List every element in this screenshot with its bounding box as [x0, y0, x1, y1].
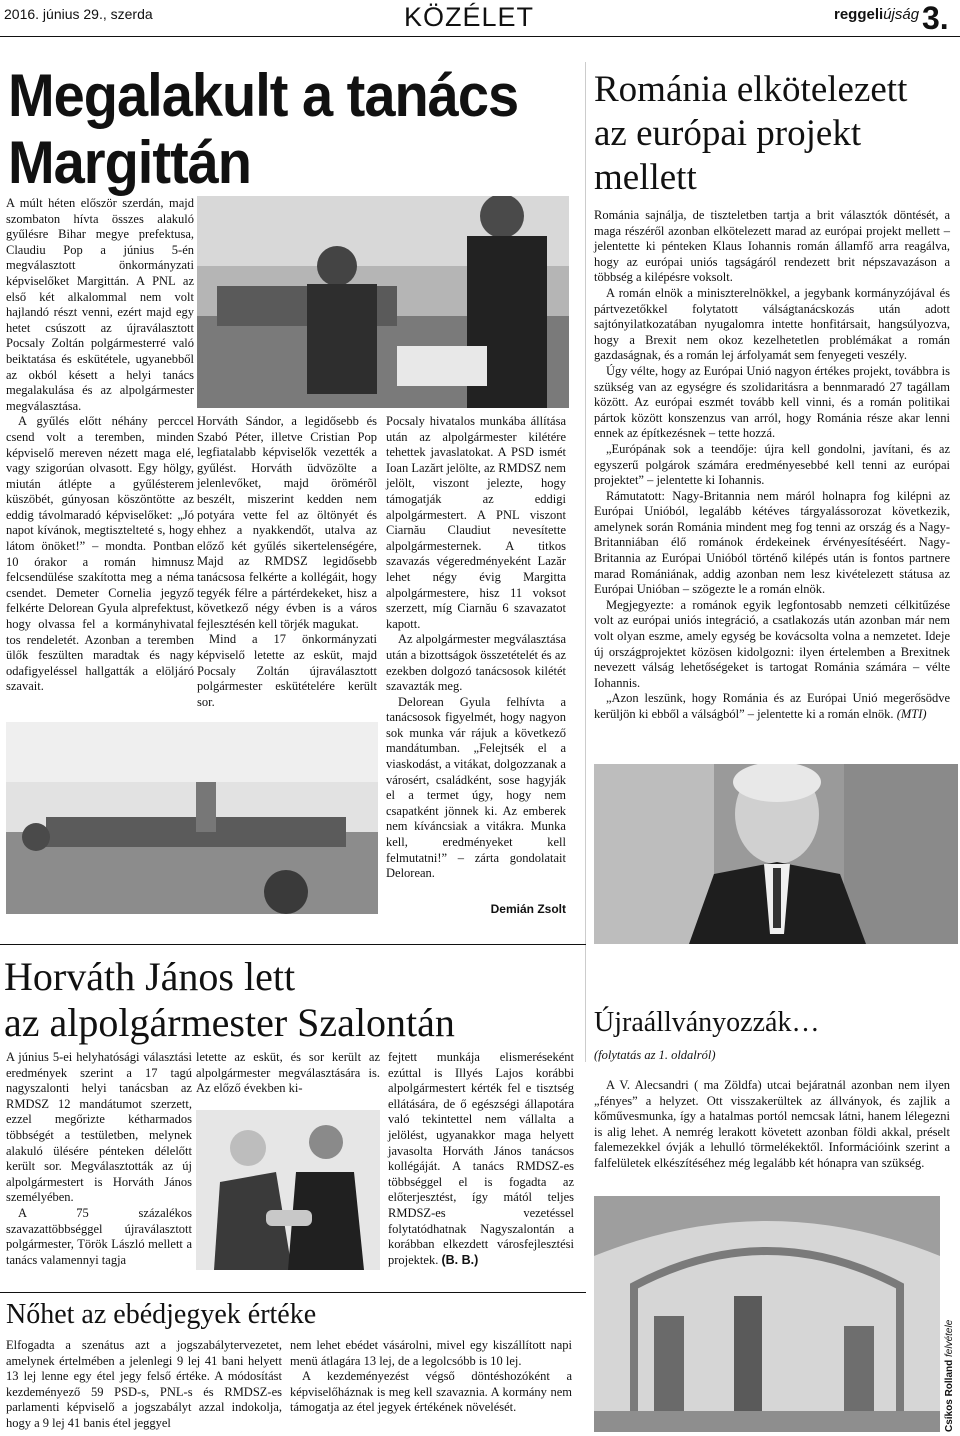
- paragraph: Pocsaly hivatalos munkába állítása után az alpolgármester kilétére tehettek javaslatokat. A PSD ismét Ioan Lazărt jelölte, az RMDSZ nem jelölt, viszont jelezte, hogy támogatják az eddigi alpolgármestert. A PNL viszont Ciarnău Claudiut nevesítette alpolgármesternek. A titkos szavazás végeredményeként Lazăr lehet négy évig Margitta alpolgármestere, hisz 11 voksot szerzett, míg Ciarnău 6 szavazatot kapott.: [386, 414, 566, 631]
- article2-headline: [594, 68, 954, 200]
- article3-headline: [4, 954, 584, 1046]
- article2-headline-line3: mellett: [594, 157, 697, 198]
- article3-col3: [388, 1050, 574, 1268]
- article3-headline-line1: Horváth János lett: [4, 954, 296, 999]
- paragraph: nem lehet ebédet vásárolni, mivel egy kiszállított napi menü átlagára 13 lej, de a legolcsóbb is 10 lej.: [290, 1338, 572, 1368]
- paragraph: Delorean Gyula felhívta a tanácsosok figyelmét, hogy nagyon sok munka vár rájuk a következő mandátumban. „Felejtsék el a viaskodást, a vitákat, dolgozzanak a városért, családként, sose hagyják el a termet úgy, hogy nem csapatként jönnek ki. Az emberek nem kíváncsiak a vitákra. Munka kell, eredményeket kell felmutatni!” – zárta gondolatait Delorean.: [386, 694, 566, 881]
- paragraph: Horváth Sándor, a legidősebb és Szabó Péter, illetve Cristian Pop legfiatalabb képviselők vezették a gyűlést. Horváth üdvözölte a jelenlevőket, majd örömérõl beszélt, miszerint kedden nem potyára vette fel az öltönyét és ehhez a nyakkendőt, utalva az előző két gyűlés sikertelenségére, Majd az RMDSZ legidősebb tanácsosa felkérte a kollégáit, hogy tegyék félre a pártérdekeket, hisz a következő négy évben is a város fejlesztésén kell törjék magukat.: [197, 414, 377, 631]
- article1-col1: [6, 196, 194, 695]
- article4-headline: Újraállványozzák…: [594, 1007, 820, 1038]
- article2-photo-iohannis: [594, 764, 958, 944]
- paragraph: A 75 százalékos szavazattöbbséggel újraválasztott polgármester, Török László mellett a tanács valamennyi tagja: [6, 1205, 192, 1267]
- brand-light: újság: [883, 6, 920, 23]
- paragraph: Az alpolgármester megválasztása után a bizottságok összetételét és az ezekben dolgozó tanácsosok kilétét szavazták meg.: [386, 632, 566, 694]
- paragraph-text: fejtett munkája elismeréseként ezúttal is Illyés Lajos korábbi alpolgármestert kérték fel e tisztség ellátására, de ő egészségi állapotára való tekintettel nem vállalta a jelölést, ugyanakkor maga helyett javasolta Horváth János tanácsos kollégáját. A tanács RMDSZ-es többséggel el is fogadta az előterjesztést, így mától teljes RMDSZ-es vezetéssel folytatódhatnak Nagyszalontán a korábban elkezdett városfejlesztési projektek.: [388, 1050, 574, 1267]
- photo-credit-name: Csíkos Rolland: [944, 1359, 955, 1432]
- paragraph-text: „Azon leszünk, hogy Románia és az Európai Unió megerősödve kerüljön ki ebből a válságból” – jelentette ki a román elnök.: [594, 691, 950, 721]
- photo-illustration: [594, 1196, 940, 1432]
- paragraph: A kezdeményezést végső döntéshozóként a képviselőháznak is meg kell szavaznia. A kormány nem támogatja az étel jegyek értékének növelését.: [290, 1369, 572, 1415]
- article2-headline-line1: Románia elkötelezett: [594, 69, 908, 110]
- paragraph: Rámutatott: Nagy-Britannia nem máról holnapra fog kilépni az Európai Unióból, legalább kétéves tárgyalássorozat következik, amelynek során Románia mindent meg fog tenni az ország és a Nagy-Britanniában élő románok érdekeinek érvényesítéséért. Nagy-Britannia az Európai Unióból történő kilépés után is fontos partnere marad Romániának, addig azonban nem lesz kivételezett státusa az Európai Unióban – szögezte le a román elnök.: [594, 488, 950, 597]
- article4-continued: (folytatás az 1. oldalról): [594, 1048, 716, 1062]
- article1-headline: [8, 62, 588, 196]
- paragraph: letette az esküt, és sor került az alpolgármester megválasztására is. Az előző években ki-: [196, 1050, 380, 1096]
- paragraph: Románia sajnálja, de tiszteletben tartja a brit választók döntését, a maga részéről azonban elkötelezett marad az európai projekt mellett – jelentette ki pénteken Klaus Iohannis román államfő arra reagálva, hogy az európai uniós tagságáról rendezett brit népszavazáson a többség a kilépésre voksolt.: [594, 208, 950, 285]
- article1-byline: Demián Zsolt: [490, 902, 566, 916]
- photo-credit-suffix: felvétele: [944, 1319, 955, 1357]
- brand-bold: reggeli: [834, 6, 884, 23]
- article3-col1: [6, 1050, 192, 1268]
- article1-photo-council-room: [6, 722, 378, 914]
- photo-illustration: [6, 722, 378, 914]
- paragraph: A múlt héten először szerdán, majd szombaton hívta összes alakuló gyűlésre Bihar megye prefektusa, Claudiu Pop a június 5-én megválasztott önkormányzati képviselőket Margittán. A PNL az első két alkalommal nem volt hajlandó részt venni, ezért majd egy hetet csúszott az újraválasztott Pocsaly Zoltán polgármesterré való beiktatása és eskütétele, ugyanebből az okból késett a helyi tanács megalakulása és az alpolgármester megválasztása.: [6, 196, 194, 413]
- source-tag: (MTI): [896, 707, 927, 721]
- article2-body: [594, 208, 950, 723]
- paragraph: Megjegyezte: a románok egyik legfontosabb nemzeti célkitűzése volt az európai uniós integráció, a csatlakozás után azonban már nem volt olyan eszme, amely egység be kovácsolta volna a nemzetet. Ideje új országprojektet közösen kidolgozni: ilyen értelemben a Brexitnek nevezett válság lehetőségeket is tartogat Románia számára – vélte Iohannis.: [594, 597, 950, 690]
- paragraph: A V. Alecsandri ( ma Zöldfa) utcai bejáratnál azonban nem ilyen „fényes” a helyzet. Ott visszakerültek az állványok, és zajlik a kőművesmunka, így a hatalmas portól nemcsak látni, hanem lélegezni is alig lehet. A nemrég lerakott követett azonban földi akkal, préselt falemezekkel óvják a lehulló törmelékektől. Információink szerint a falfelületek elkészítéséhez még legalább két hónapra van szükség.: [594, 1078, 950, 1170]
- issue-date: 2016. június 29., szerda: [4, 6, 153, 22]
- article1-headline-line1: Megalakult a tanács: [8, 60, 519, 129]
- article1-col2: [197, 414, 377, 710]
- article4-photo-restoration: [594, 1196, 940, 1432]
- article3-photo-handshake: [196, 1110, 380, 1270]
- article1-photo-oath: [197, 196, 569, 408]
- article1-col3: [386, 414, 566, 882]
- paragraph: „Európának sok a teendője: újra kell gondolni, javítani, és az egyszerű polgárok számára eredményesebbé kell tenni az európai projektet” – jelentette ki Iohannis.: [594, 441, 950, 488]
- photo-illustration: [197, 196, 569, 408]
- section-rule-bottom: [0, 1292, 586, 1293]
- article5-headline: Nőhet az ebédjegyek értéke: [6, 1299, 317, 1330]
- article5-col2: [290, 1338, 572, 1416]
- article3-col2-top: [196, 1050, 380, 1097]
- paragraph: Mind a 17 önkormányzati képviselő letette az esküt, majd Pocsaly Zoltán újraválasztott polgármester eskütételére került sor.: [197, 632, 377, 709]
- column-divider: [585, 62, 586, 1062]
- article1-headline-line2: Margittán: [8, 127, 251, 196]
- photo-credit: [944, 1320, 955, 1432]
- header-rule: [0, 36, 960, 37]
- paragraph: [594, 691, 950, 722]
- paragraph: [388, 1050, 574, 1268]
- paragraph: Úgy vélte, hogy az Európai Unió nagyon értékes projekt, továbbra is szükség van az egységre és szolidaritásra a bennmaradó 27 tagállam között. Az európai eszmét tovább kell vinni, és a román politikai pártok között konszenzus van arról, hogy Románia része akar lenni ennek az építkezésnek – tette hozzá.: [594, 363, 950, 441]
- newspaper-brand: [834, 6, 919, 23]
- page-number: 3.: [922, 0, 949, 36]
- article4-body: [594, 1078, 950, 1172]
- section-title: KÖZÉLET: [404, 2, 535, 32]
- article3-headline-line2: az alpolgármester Szalontán: [4, 1000, 455, 1045]
- paragraph: A román elnök a miniszterelnökkel, a jegybank kormányzójával és pártvezetőkkel folytatott válságtanácskozás után adott sajtónyilatkozatában nyugalomra intette honfitársait, hangsúlyozva, hogy a Brexit nem okoz kezelhetetlen problémákat a román gazdaságnak, és a román lej árfolyamát sem fenyegeti veszély.: [594, 285, 950, 363]
- section-rule: [0, 944, 586, 945]
- photo-illustration: [594, 764, 958, 944]
- article2-headline-line2: az európai projekt: [594, 113, 862, 154]
- paragraph: Elfogadta a szenátus azt a jogszabálytervezetet, amelynek értelmében a jelenlegi 9 lej 41 bani helyett 13 lej lenne egy étel jegy felső értéke. A módosítást kezdeményező 59 PSD-s, PNL-s és RMDSZ-es parlamenti képviselő a jogszabályt azzal indokolja, hogy a 9 lej 41 banis étel jeggyel: [6, 1338, 282, 1430]
- paragraph: A gyűlés előtt néhány perccel csend volt a teremben, minden képviselő mereven nézett maga elé, vagy szigorúan olvasott. Egy hölgy, miután átlépte a gyűlésterem küszöbét, gúnyosan köszöntötte az eddig távolmaradó képviselőket: „Jó napot kívánok, megtisztelteté s, hogy látom önöket!” – mondta. Pontban 10 órakor a román himnusz felcsendülése szakította meg a néma csendet. Demeter Cornelia jegyző felkérte Delorean Gyula alprefektust, hogy olvassa fel a kormányhivatal tos rendeletét. Azonban a teremben ülők feszülten maradtak és nagy odafigyeléssel hallgatták a elöljáró szavait.: [6, 414, 194, 694]
- article5-col1: [6, 1338, 282, 1432]
- author-initials: (B. B.): [441, 1252, 479, 1267]
- photo-illustration: [196, 1110, 380, 1270]
- paragraph: A június 5-ei helyhatósági választási eredmények szerint a 17 tagú nagyszalonti helyi tanácsban az RMDSZ 12 mandátumot szerzett, ezzel megőrizte kétharmados többségét a testületben, melynek alakuló ülésére pénteken délelőtt került sor. Megválasztották az új alpolgármestert is Horváth János személyében.: [6, 1050, 192, 1205]
